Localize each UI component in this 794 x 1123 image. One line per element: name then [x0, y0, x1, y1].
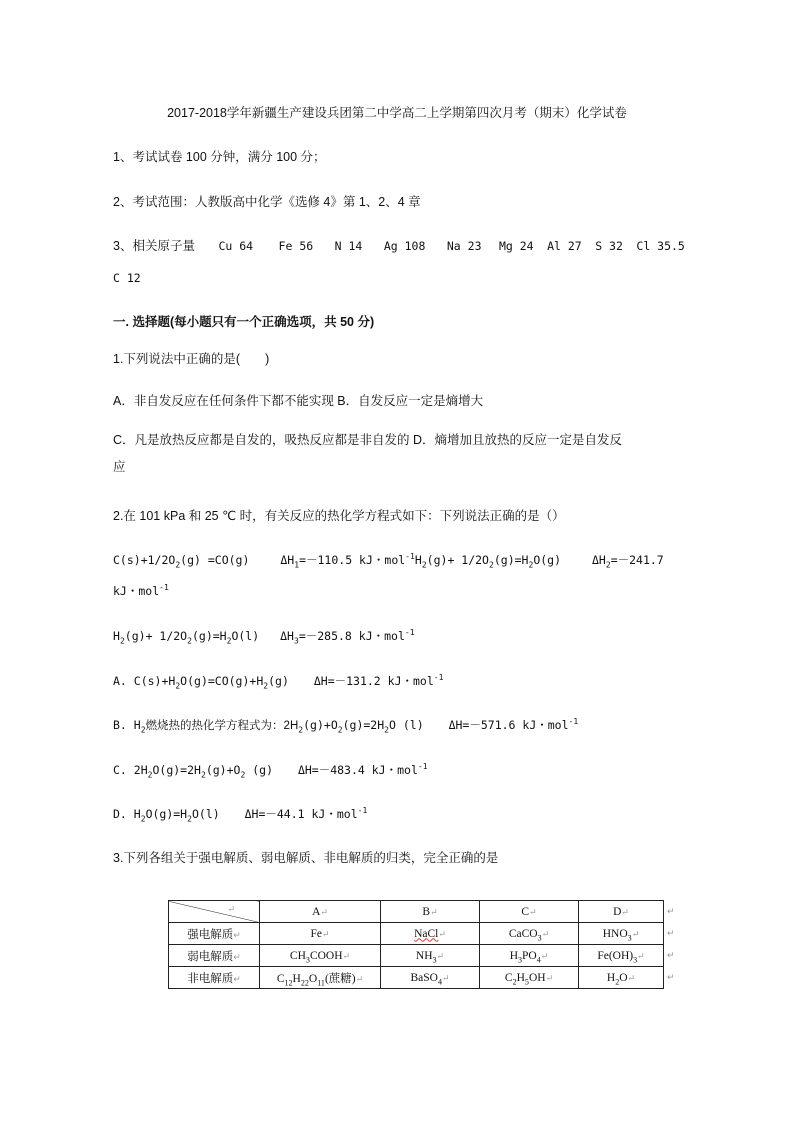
atomic-masses-label: 3、相关原子量 — [113, 239, 195, 253]
row-end-mark: ↵ — [667, 906, 675, 916]
q2-equation-3: $H_2(g)+ 1/2O_2(g)=H_2O(l)$ $\Delta H_3=-285.8$ kJ・mol$^{-1}$ — [113, 628, 415, 646]
note-scope: 2、考试范围：人教版高中化学《选修 4》第 1、2、4 章 — [113, 195, 421, 209]
q3-stem: 3.下列各组关于强电解质、弱电解质、非电解质的归类，完全正确的是 — [113, 851, 499, 865]
row-end-mark: ↵ — [667, 928, 675, 938]
cell-strong-c: CaCO$_3$↵ — [480, 923, 579, 945]
row-end-mark: ↵ — [667, 950, 675, 960]
q1-options-ab: A．非自发反应在任何条件下都不能实现 B．自发反应一定是熵增大 — [113, 394, 484, 408]
atom-cu: Cu 64 — [218, 239, 254, 253]
table-header-d: D↵ — [579, 901, 664, 923]
cell-weak-a: $CH_3COOH↵$ — [260, 945, 381, 967]
q1-options-cd-wrap: 应 — [113, 460, 126, 474]
q2-option-b: B. $H_2$燃烧热的热化学方程式为：$2H_2(g)+O_2(g)=2H_2O$ (l) ΔH=－571.6 kJ・mol$^{-1}$ — [113, 717, 579, 735]
cell-weak-b: $NH_3↵$ — [381, 945, 480, 967]
cell-strong-b: NaCl↵ — [381, 923, 480, 945]
table-header-b: B↵ — [381, 901, 480, 923]
q2-option-c: C. $2H_2O(g)=2H_2(g)+O_2$ (g) ΔH=－483.4 kJ・mol$^{-1}$ — [113, 762, 428, 780]
table-header-c: C↵ — [480, 901, 579, 923]
row-label-non: 非电解质↵ — [169, 967, 260, 989]
q2-option-a: A. $C(s)+H_2O(g)=CO(g)+H_2(g)$ ΔH=－131.2 kJ・mol$^{-1}$ — [113, 673, 444, 691]
cell-non-a: $C_{12}H_{22}O_{11}$(蔗糖)↵ — [260, 967, 381, 989]
table-header-row — [169, 901, 664, 923]
table-row — [169, 945, 664, 967]
atom-al: Al 27 — [547, 239, 582, 253]
atom-ag: Ag 108 — [383, 239, 426, 253]
atom-s: S 32 — [595, 239, 623, 253]
electrolyte-table — [168, 900, 664, 989]
cell-weak-c: $H_3PO_4↵$ — [480, 945, 579, 967]
cell-non-b: BaSO$_4$↵ — [381, 967, 480, 989]
table-corner-cell: ↵ — [169, 901, 260, 923]
row-label-weak: 弱电解质↵ — [169, 945, 260, 967]
q2-option-d: D. $H_2O(g)=H_2O(l)$ ΔH=－44.1 kJ・mol$^{-1}$ — [113, 806, 368, 824]
note-atomic-masses — [113, 238, 685, 254]
cell-weak-d: $Fe(OH)_3↵$ — [579, 945, 664, 967]
q1-options-cd: C．凡是放热反应都是自发的，吸热反应都是非自发的 D．熵增加且放热的反应一定是自发反 — [113, 433, 623, 447]
row-label-strong: 强电解质↵ — [169, 923, 260, 945]
atom-fe: Fe 56 — [278, 239, 314, 253]
atom-cl: Cl 35.5 — [636, 239, 685, 253]
section-heading: 一. 选择题(每小题只有一个正确选项，共 50 分) — [113, 315, 375, 329]
cell-strong-d: $HNO_3↵$ — [579, 923, 664, 945]
q2-stem: 2.在 101 kPa 和 25 ℃ 时，有关反应的热化学方程式如下：下列说法正确的是（） — [113, 509, 565, 523]
q1-stem: 1.下列说法中正确的是( ) — [113, 352, 270, 366]
q2-equation-2-unit: kJ・mol$^{-1}$ — [113, 583, 169, 598]
q2-equation-1: $C(s)+1/2O_2(g) =CO(g)$ $\Delta H_1=-110.5$ kJ・$mol^{-1}H_2(g)+ 1/2O_2(g)=H_2O(g)$ $\Delta H_2=-241.7$ — [113, 552, 664, 570]
atom-na: Na 23 — [446, 239, 482, 253]
table-row — [169, 923, 664, 945]
exam-title: 2017-2018学年新疆生产建设兵团第二中学高二上学期第四次月考（期末）化学试卷 — [167, 106, 627, 120]
row-end-mark: ↵ — [667, 972, 675, 982]
cell-non-d: $H_2O↵$ — [579, 967, 664, 989]
note-duration: 1、考试试卷 100 分钟，满分 100 分； — [113, 150, 326, 164]
cell-non-c: $C_2H_5OH↵$ — [480, 967, 579, 989]
atom-n: N 14 — [334, 239, 363, 253]
atom-mg: Mg 24 — [498, 239, 534, 253]
table-header-a: A↵ — [260, 901, 381, 923]
atom-c: C 12 — [113, 271, 141, 285]
cell-strong-a: Fe↵ — [260, 923, 381, 945]
table-row — [169, 967, 664, 989]
